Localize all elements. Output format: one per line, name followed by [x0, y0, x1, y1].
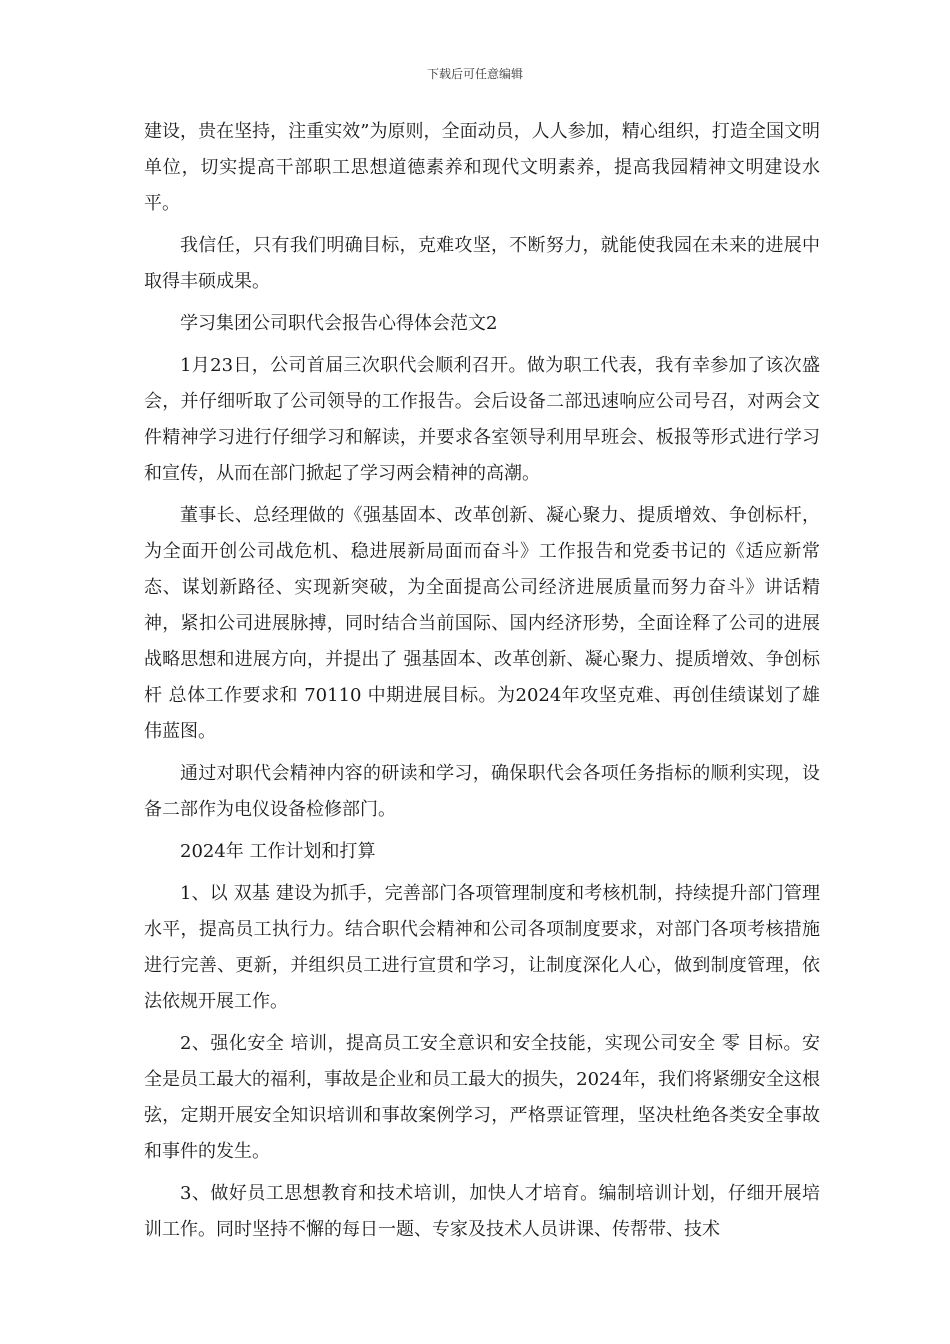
- paragraph: 建设，贵在坚持，注重实效”为原则，全面动员，人人参加，精心组织，打造全国文明单位，切实提高干部职工思想道德素养和现代文明素养，提高我园精神文明建设水平。: [144, 121, 820, 214]
- paragraph: 我信任，只有我们明确目标，克难攻坚，不断努力，就能使我园在未来的进展中取得丰硕成果。: [144, 235, 820, 292]
- paragraph: 1月23日，公司首届三次职代会顺利召开。做为职工代表，我有幸参加了该次盛会，并仔细听取了公司领导的工作报告。会后设备二部迅速响应公司号召，对两会文件精神学习进行仔细学习和解读，并要求各室领导利用早班会、板报等形式进行学习和宣传，从而在部门掀起了学习两会精神的高潮。: [144, 355, 820, 484]
- list-item: 1、以 双基 建设为抓手，完善部门各项管理制度和考核机制，持续提升部门管理水平，提高员工执行力。结合职代会精神和公司各项制度要求，对部门各项考核措施进行完善、更新，并组织员工进行宣贯和学习，让制度深化人心，做到制度管理，依法依规开展工作。: [144, 883, 820, 1012]
- paragraph: 通过对职代会精神内容的研读和学习，确保职代会各项任务指标的顺利实现，设备二部作为电仪设备检修部门。: [144, 763, 820, 820]
- section-title: 学习集团公司职代会报告心得体会范文2: [180, 313, 498, 334]
- paragraph: 董事长、总经理做的《强基固本、改革创新、凝心聚力、提质增效、争创标杆，为全面开创公司战危机、稳进展新局面而奋斗》工作报告和党委书记的《适应新常态、谋划新路径、实现新突破，为全面提高公司经济进展质量而努力奋斗》讲话精神，紧扣公司进展脉搏，同时结合当前国际、国内经济形势，全面诠释了公司的进展战略思想和进展方向，并提出了 强基固本、改革创新、凝心聚力、提质增效、争创标杆 总体工作要求和 70110 中期进展目标。为2024年攻坚克难、再创佳绩谋划了雄伟蓝图。: [144, 505, 820, 742]
- list-item: 2、强化安全 培训，提高员工安全意识和安全技能，实现公司安全 零 目标。安全是员工最大的福利，事故是企业和员工最大的损失，2024年，我们将紧绷安全这根弦，定期开展安全知识培训和事故案例学习，严格票证管理，坚决杜绝各类安全事故和事件的发生。: [144, 1033, 820, 1162]
- document-body: [144, 114, 820, 1254]
- page-header: 下载后可任意编辑: [426, 67, 523, 81]
- section-title: 2024年 工作计划和打算: [180, 841, 376, 862]
- list-item: 3、做好员工思想教育和技术培训，加快人才培育。编制培训计划，仔细开展培训工作。同时坚持不懈的每日一题、专家及技术人员讲课、传帮带、技术: [144, 1183, 820, 1240]
